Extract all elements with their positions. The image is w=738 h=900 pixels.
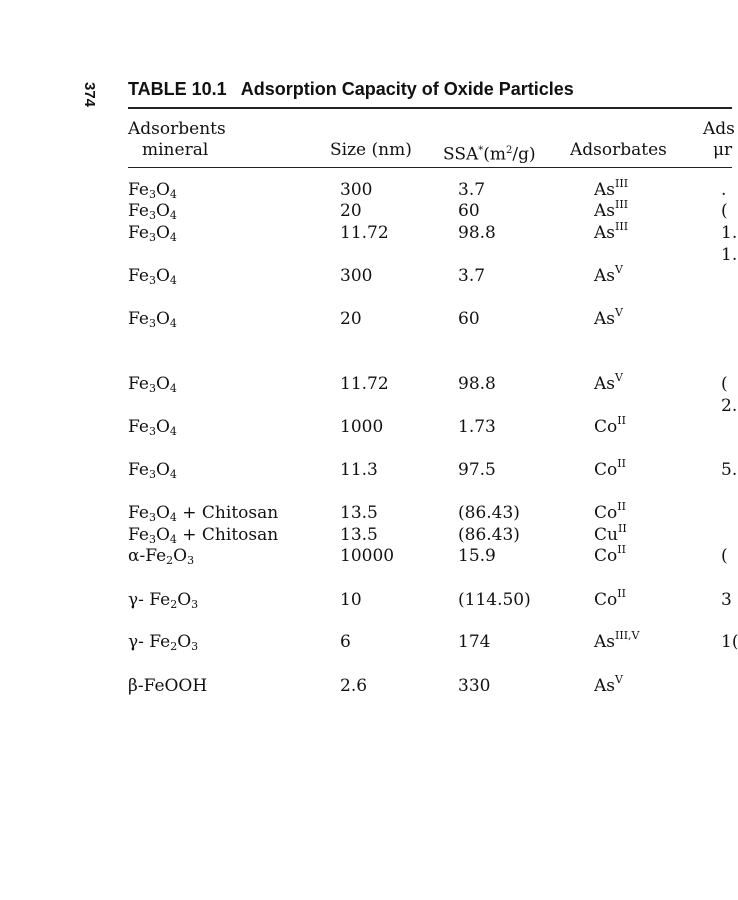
cell-size: 10000 — [340, 546, 395, 566]
cell-mineral: $Fe_3O_4$ — [128, 266, 177, 287]
header-cut-line1: Ads — [703, 119, 735, 139]
cell-adsorbate: $As^V$ — [594, 673, 623, 696]
table-label: TABLE 10.1 — [128, 79, 227, 99]
table-row — [0, 371, 732, 396]
cell-mineral: γ- $Fe_2O_3$ — [128, 590, 199, 611]
table-top-rule — [128, 107, 732, 109]
cell-truncated: . — [721, 180, 727, 200]
truncated-fragment: 2. — [721, 396, 738, 416]
cell-adsorbate: $Co^{II}$ — [594, 587, 626, 610]
cell-size: 11.72 — [340, 223, 389, 243]
cell-truncated: 1( — [721, 632, 738, 652]
header-cut-column — [703, 119, 735, 161]
truncated-fragment: 1. — [721, 245, 738, 265]
cell-mineral: β-FeOOH — [128, 676, 208, 696]
cell-truncated: ( — [721, 546, 728, 566]
cell-ssa: 174 — [458, 632, 491, 652]
cell-size: 300 — [340, 266, 373, 286]
cell-adsorbate: $As^{III}$ — [594, 198, 629, 221]
cell-mineral: $Fe_3O_4$ — [128, 223, 177, 244]
cell-adsorbate: $Cu^{II}$ — [594, 522, 627, 545]
cell-size: 10 — [340, 590, 362, 610]
table-row — [0, 587, 732, 612]
cell-ssa: 60 — [458, 309, 480, 329]
cell-ssa: 1.73 — [458, 417, 496, 437]
header-cut-line2: μr — [713, 140, 733, 160]
cell-ssa: 3.7 — [458, 266, 486, 286]
cell-size: 2.6 — [340, 676, 368, 696]
table-row — [0, 543, 732, 568]
page-number: 374 — [81, 82, 98, 108]
cell-ssa: (86.43) — [458, 525, 520, 545]
table-row — [0, 220, 738, 245]
table-row — [0, 414, 732, 439]
cell-truncated: 3 — [721, 590, 732, 610]
cell-ssa: (86.43) — [458, 503, 520, 523]
cell-ssa: 97.5 — [458, 460, 496, 480]
table-row — [0, 457, 738, 482]
cell-size: 13.5 — [340, 503, 378, 523]
table-title: Adsorption Capacity of Oxide Particles — [240, 79, 574, 99]
cell-ssa: 60 — [458, 201, 480, 221]
cell-size: 6 — [340, 632, 351, 652]
header-ssa-unit: (m — [483, 144, 507, 165]
cell-ssa: 98.8 — [458, 223, 496, 243]
cell-truncated: ( — [721, 201, 728, 221]
header-adsorbates: Adsorbates — [570, 140, 667, 160]
cell-adsorbate: $Co^{II}$ — [594, 543, 626, 566]
cell-size: 11.3 — [340, 460, 378, 480]
cell-adsorbate: $Co^{II}$ — [594, 500, 626, 523]
table-row — [0, 306, 732, 331]
cell-adsorbate: $As^V$ — [594, 371, 623, 394]
header-ssa-unit-end: /g) — [512, 144, 536, 165]
table-row — [0, 673, 732, 698]
cell-size: 20 — [340, 201, 362, 221]
cell-ssa: 15.9 — [458, 546, 496, 566]
table-header-rule — [128, 167, 732, 168]
cell-adsorbate: $As^{III}$ — [594, 220, 629, 243]
cell-mineral: $Fe_3O_4$ + Chitosan — [128, 503, 279, 524]
table-row — [0, 629, 738, 654]
cell-adsorbate: $As^V$ — [594, 263, 623, 286]
cell-ssa: 98.8 — [458, 374, 496, 394]
table-row — [0, 263, 732, 288]
cell-size: 13.5 — [340, 525, 378, 545]
cell-mineral: γ- $Fe_2O_3$ — [128, 632, 199, 653]
cell-adsorbate: $Co^{II}$ — [594, 457, 626, 480]
cell-mineral: $Fe_3O_4$ — [128, 201, 177, 222]
cell-mineral: $Fe_3O_4$ — [128, 309, 177, 330]
table-caption — [128, 79, 574, 100]
cell-size: 11.72 — [340, 374, 389, 394]
cell-truncated: 5. — [721, 460, 738, 480]
cell-adsorbate: $As^V$ — [594, 306, 623, 329]
header-ssa-exp: 2 — [506, 145, 513, 156]
header-ssa-prefix: SSA — [443, 144, 479, 165]
cell-mineral: $Fe_3O_4$ — [128, 460, 177, 481]
cell-mineral: $Fe_3O_4$ — [128, 417, 177, 438]
header-adsorbents-line1: Adsorbents — [128, 119, 226, 139]
cell-mineral: $Fe_3O_4$ — [128, 180, 177, 201]
cell-ssa: 330 — [458, 676, 491, 696]
cell-truncated: ( — [721, 374, 728, 394]
cell-ssa: (114.50) — [458, 590, 531, 610]
cell-mineral: $Fe_3O_4$ + Chitosan — [128, 525, 279, 546]
cell-mineral: $Fe_3O_4$ — [128, 374, 177, 395]
cell-size: 1000 — [340, 417, 384, 437]
cell-truncated: 1. — [721, 223, 738, 243]
cell-ssa: 3.7 — [458, 180, 486, 200]
header-size: Size (nm) — [330, 140, 412, 160]
header-adsorbents-line2: mineral — [142, 140, 209, 160]
cell-size: 20 — [340, 309, 362, 329]
cell-adsorbate: $As^{III}$ — [594, 177, 629, 200]
cell-size: 300 — [340, 180, 373, 200]
header-ssa — [443, 140, 536, 166]
cell-adsorbate: $Co^{II}$ — [594, 414, 626, 437]
cell-adsorbate: $As^{III,V}$ — [594, 629, 640, 652]
cell-mineral: $\alpha-Fe_2O_3$ — [128, 546, 195, 567]
header-ssa-mark: * — [478, 145, 484, 156]
header-adsorbents — [128, 119, 226, 161]
